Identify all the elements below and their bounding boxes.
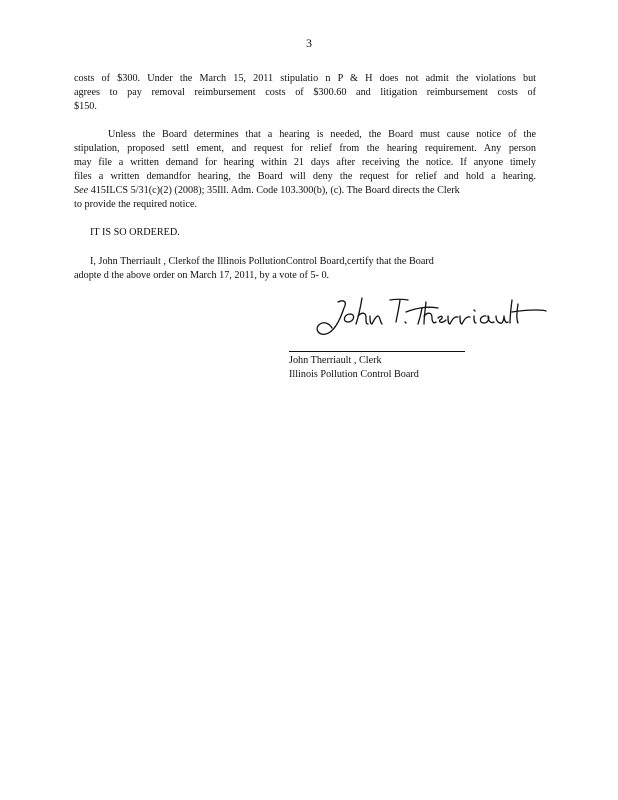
citation-see: See (74, 185, 89, 196)
signature-block (289, 354, 419, 382)
signer-name-title: John Therriault , Clerk (289, 355, 382, 366)
handwritten-signature (304, 290, 548, 348)
paragraph-costs (74, 72, 536, 114)
paragraph-notice (74, 128, 536, 212)
text-line-citation (74, 184, 536, 198)
page-number: 3 (306, 36, 312, 50)
text-line: adopte d the above order on March 17, 2011, by a vote of 5- 0. (74, 270, 330, 281)
signer-organization: Illinois Pollution Control Board (289, 369, 419, 380)
ordered-line (74, 226, 536, 240)
signature-line (289, 351, 465, 352)
text-line: $150. (74, 101, 97, 112)
text-line: IT IS SO ORDERED. (90, 227, 180, 238)
text-line: agrees to pay removal reimbursement costs of $300.60 and litigation reimbursement costs of (74, 87, 536, 98)
text-line: may file a written demand for hearing within 21 days after receiving the notice. If anyone timely (74, 157, 536, 168)
text-line: I, John Therriault , Clerkof the Illinois PollutionControl Board,certify that the Board (90, 256, 434, 267)
text-line: to provide the required notice. (74, 199, 198, 210)
citation-text: 415ILCS 5/31(c)(2) (2008); 35Ill. Adm. Code 103.300(b), (c). The Board directs the Clerk (88, 185, 460, 196)
text-line: Unless the Board determines that a hearing is needed, the Board must cause notice of the (108, 129, 536, 140)
text-line: files a written demandfor hearing, the Board will deny the request for relief and hold a hearing. (74, 171, 536, 182)
paragraph-certification (74, 255, 536, 283)
text-line: costs of $300. Under the March 15, 2011 stipulatio n P & H does not admit the violations but (74, 73, 536, 84)
text-line: stipulation, proposed settl ement, and request for relief from the hearing requirement. Any person (74, 143, 536, 154)
